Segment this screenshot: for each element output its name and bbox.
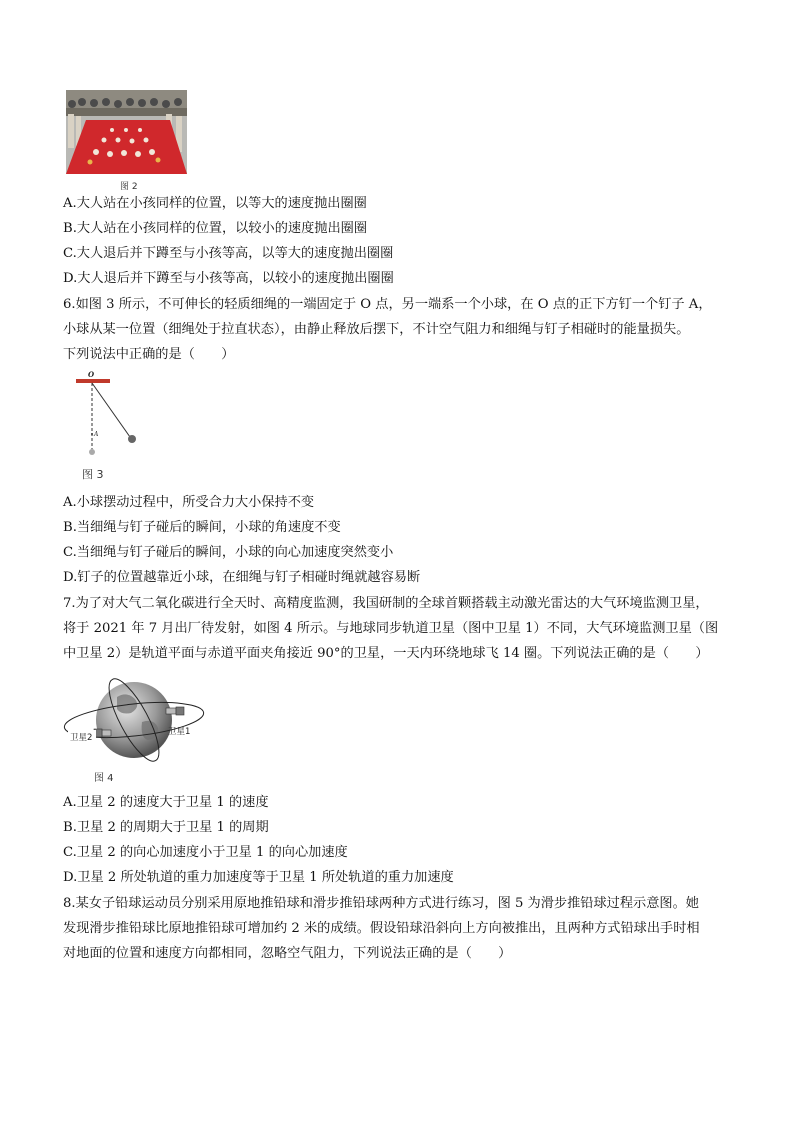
figure-4-caption: 图 4 — [94, 773, 114, 784]
label-satellite-2: 卫星2 — [70, 733, 93, 743]
q6-stem-line-2: 小球从某一位置（细绳处于拉直状态），由静止释放后摆下，不计空气阻力和细绳与钉子相碰时的能量损失。 — [63, 322, 690, 337]
satellite-2-icon — [94, 729, 111, 737]
ceiling-bar — [76, 379, 110, 383]
label-a: A — [94, 431, 99, 438]
q6-option-c: C.当细绳与钉子碰后的瞬间，小球的向心加速度突然变小 — [63, 545, 394, 560]
q8-stem-line-3: 对地面的位置和速度方向都相同，忽略空气阻力，下列说法正确的是（ ） — [63, 946, 512, 961]
q8-stem-line-2: 发现滑步推铅球比原地推铅球可增加约 2 米的成绩。假设铅球沿斜向上方向被推出，且两种方式铅球出手时相 — [63, 921, 700, 936]
ball — [128, 435, 136, 443]
q6-option-b: B.当细绳与钉子碰后的瞬间，小球的角速度不变 — [63, 520, 341, 535]
figure-2-photo — [66, 90, 187, 174]
q7-stem-line-3: 中卫星 2）是轨道平面与赤道平面夹角接近 90°的卫星，一天内环绕地球飞 14 圈。下列说法正确的是（ ） — [63, 646, 709, 661]
nail-a — [91, 433, 93, 435]
q5-option-c: C.大人退后并下蹲至与小孩等高，以等大的速度抛出圈圈 — [63, 246, 394, 261]
q7-option-a: A.卫星 2 的速度大于卫星 1 的速度 — [63, 795, 269, 810]
q5-option-b: B.大人站在小孩同样的位置，以较小的速度抛出圈圈 — [63, 221, 368, 236]
label-o: O — [88, 370, 95, 379]
q7-option-c: C.卫星 2 的向心加速度小于卫星 1 的向心加速度 — [63, 845, 348, 860]
q5-option-a: A.大人站在小孩同样的位置，以等大的速度抛出圈圈 — [63, 196, 367, 211]
q7-option-d: D.卫星 2 所处轨道的重力加速度等于卫星 1 所处轨道的重力加速度 — [63, 870, 454, 885]
q8-stem-line-1: 8.某女子铅球运动员分别采用原地推铅球和滑步推铅球两种方式进行练习，图 5 为滑步推铅球过程示意图。她 — [63, 896, 699, 911]
label-satellite-1: 卫星1 — [168, 727, 191, 737]
figure-3-pendulum — [70, 370, 150, 460]
q7-stem-line-2: 将于 2021 年 7 月出厂待发射，如图 4 所示。与地球同步轨道卫星（图中卫星 1）不同，大气环境监测卫星（图 — [63, 621, 719, 636]
q6-stem-line-3: 下列说法中正确的是（ ） — [63, 347, 235, 362]
figure-3-caption: 图 3 — [82, 468, 104, 481]
q6-option-a: A.小球摆动过程中，所受合力大小保持不变 — [63, 495, 315, 510]
satellite-1-icon — [166, 707, 184, 715]
q7-option-b: B.卫星 2 的周期大于卫星 1 的周期 — [63, 820, 269, 835]
q7-stem-line-1: 7.为了对大气二氧化碳进行全天时、高精度监测，我国研制的全球首颗搭载主动激光雷达的大气环境监测卫星， — [63, 596, 709, 611]
q5-option-d: D.大人退后并下蹲至与小孩等高，以较小的速度抛出圈圈 — [63, 271, 394, 286]
q6-stem-line-1: 6.如图 3 所示，不可伸长的轻质细绳的一端固定于 O 点，另一端系一个小球，在 O 点的正下方钉一个钉子 A， — [63, 297, 712, 312]
figure-2-caption: 图 2 — [120, 182, 138, 192]
q6-option-d: D.钉子的位置越靠近小球，在细绳与钉子相碰时绳就越容易断 — [63, 570, 421, 585]
figure-4-satellites — [62, 672, 212, 772]
ball-lowest-position — [89, 449, 95, 455]
string — [92, 383, 130, 437]
